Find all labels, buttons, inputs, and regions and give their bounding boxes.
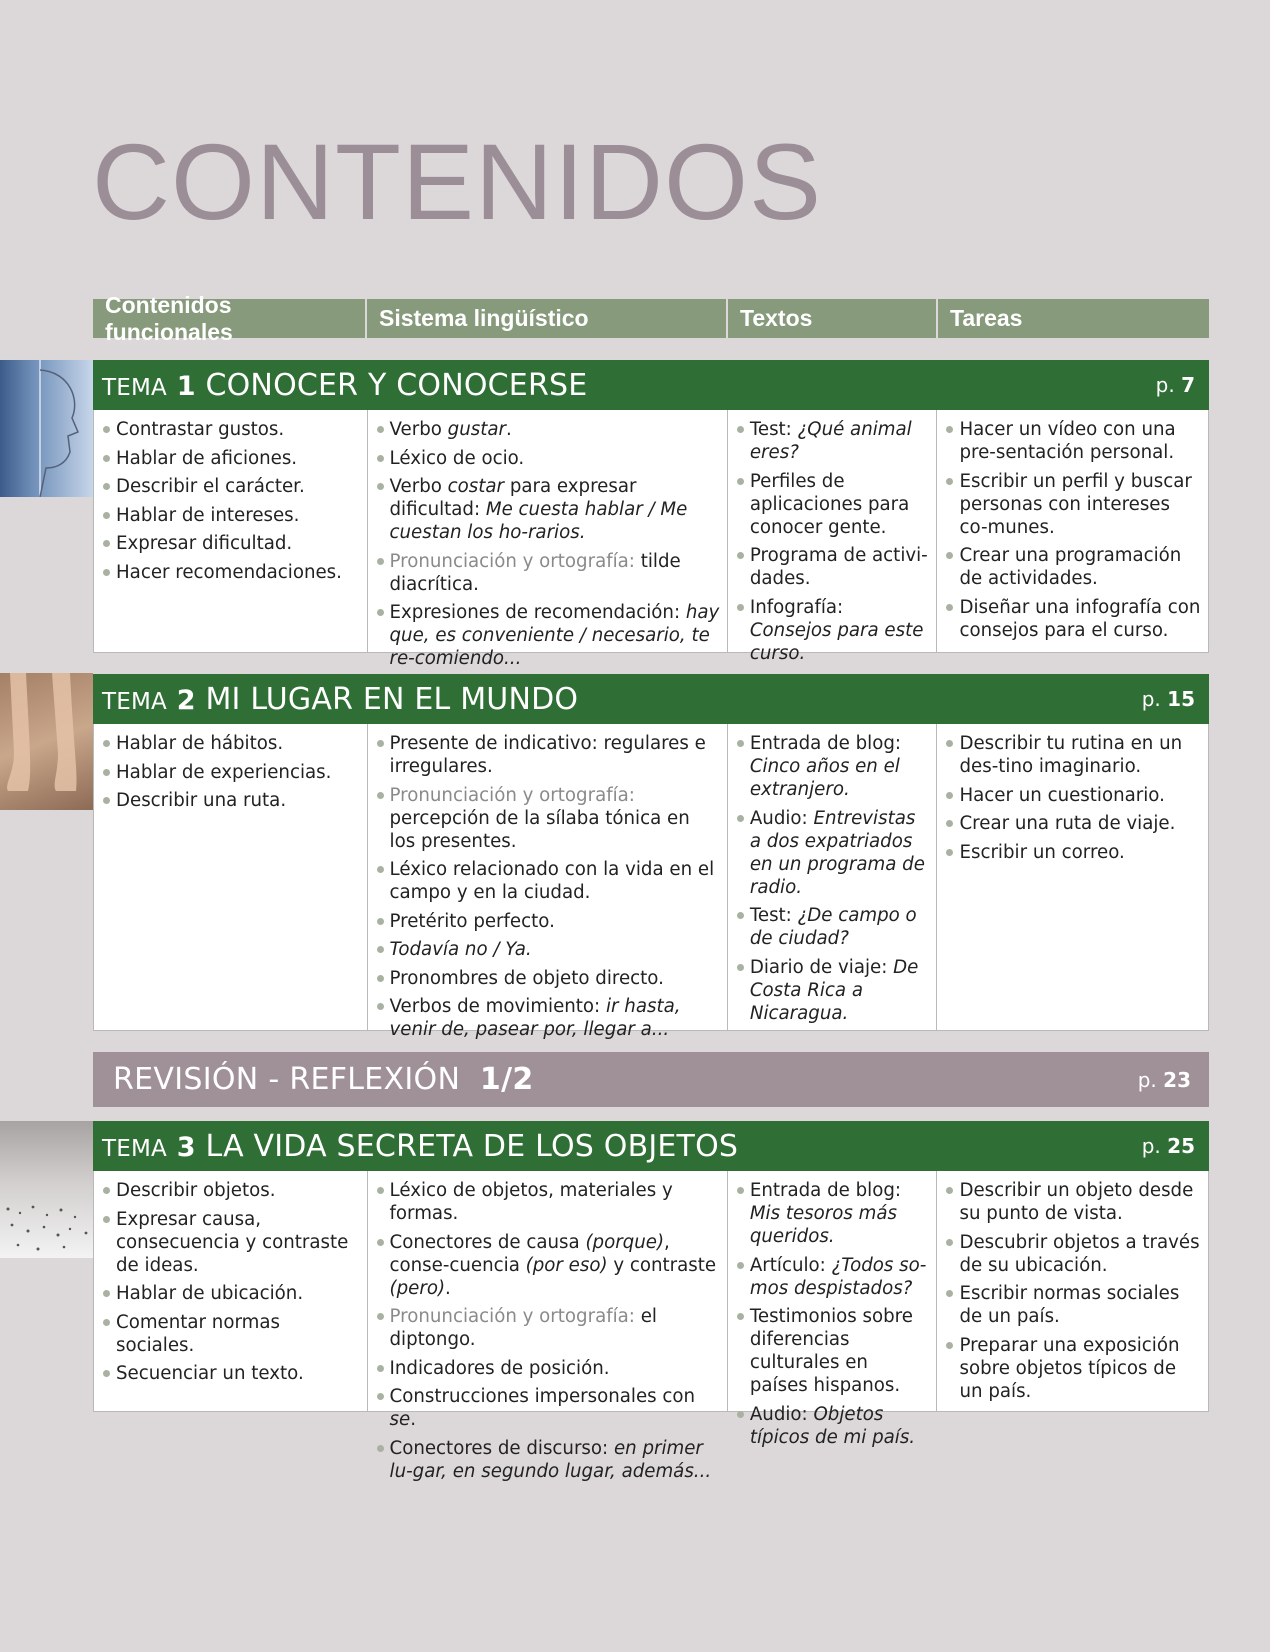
face-profile-icon: [0, 360, 93, 497]
tema-2: [93, 674, 1209, 1040]
list-item: Hablar de hábitos.: [100, 732, 361, 755]
tema-1-thumbnail: [0, 360, 93, 497]
tema-name: LA VIDA SECRETA DE LOS OBJETOS: [205, 1128, 739, 1164]
tema-1-grid: [93, 410, 1209, 669]
scattered-objects-icon: [0, 1121, 93, 1258]
list-item: Contrastar gustos.: [100, 418, 361, 441]
list-item: Escribir un perfil y buscar personas con intereses co-munes.: [943, 470, 1202, 539]
tema-2-title: [102, 682, 578, 717]
tema-1-linguistico: [368, 410, 728, 669]
tema-3: [93, 1121, 1209, 1482]
tema-1-page: [1156, 373, 1195, 397]
tema-3-grid: [93, 1171, 1209, 1482]
tema-1-textos: [728, 410, 938, 664]
list-item: Conectores de discurso: en primer lu-gar, en segundo lugar, además...: [374, 1437, 721, 1483]
list-item: Verbo costar para expresar dificultad: Me cuesta hablar / Me cuestan los ho-rarios.: [374, 475, 721, 544]
page-prefix: p.: [1141, 687, 1161, 711]
tema-name: CONOCER Y CONOCERSE: [205, 367, 588, 403]
tema-name: MI LUGAR EN EL MUNDO: [205, 681, 579, 717]
column-header-row: [93, 291, 1209, 345]
list-item: Verbos de movimiento: ir hasta, venir de, pasear por, llegar a...: [374, 995, 721, 1041]
list-item: Crear una programación de actividades.: [943, 544, 1202, 590]
page-number: 15: [1167, 687, 1195, 711]
column-header-tareas: Tareas: [938, 299, 1209, 338]
tema-3-thumbnail: [0, 1121, 93, 1258]
page-number: 25: [1167, 1134, 1195, 1158]
list-item: Todavía no / Ya.: [374, 938, 721, 961]
tema-2-bar: [93, 674, 1209, 724]
list-item: Indicadores de posición.: [374, 1357, 721, 1380]
tema-prefix: TEMA: [102, 374, 167, 401]
page-number: 23: [1163, 1067, 1191, 1092]
tema-2-funcionales: [94, 724, 368, 1030]
list-item: Describir un objeto desde su punto de vista.: [943, 1179, 1202, 1225]
tema-prefix: TEMA: [102, 688, 167, 715]
tema-3-tareas: [937, 1171, 1208, 1411]
list-item: Entrada de blog: Cinco años en el extranjero.: [734, 732, 931, 801]
tema-3-funcionales: [94, 1171, 368, 1411]
tema-3-linguistico: [368, 1171, 728, 1482]
column-header-textos: Textos: [728, 299, 938, 338]
tema-number: 2: [176, 684, 196, 716]
list-item: Programa de activi-dades.: [734, 544, 931, 590]
revision-title: [113, 1062, 534, 1097]
tema-3-textos: [728, 1171, 938, 1448]
list-item: Secuenciar un texto.: [100, 1362, 361, 1385]
tema-2-linguistico: [368, 724, 728, 1040]
tema-2-page: [1142, 687, 1195, 711]
list-item: Verbo gustar.: [374, 418, 721, 441]
tema-3-title: [102, 1129, 738, 1164]
column-header-linguistico: Sistema lingüístico: [367, 299, 728, 338]
list-item: Hablar de ubicación.: [100, 1282, 361, 1305]
list-item: Léxico de ocio.: [374, 447, 721, 470]
list-item: Conectores de causa (porque), conse-cuencia (por eso) y contraste (pero).: [374, 1231, 721, 1300]
revision-bar: [93, 1052, 1209, 1107]
list-item: Expresiones de recomendación: hay que, es conveniente / necesario, te re-comiendo...: [374, 601, 721, 670]
revision-label: REVISIÓN - REFLEXIÓN: [113, 1062, 461, 1097]
tema-1: [93, 360, 1209, 669]
list-item: Comentar normas sociales.: [100, 1311, 361, 1357]
tema-2-thumbnail: [0, 673, 93, 810]
page-prefix: p.: [1137, 1067, 1157, 1092]
tema-prefix: TEMA: [102, 1135, 167, 1162]
list-item: Audio: Entrevistas a dos expatriados en un programa de radio.: [734, 807, 931, 899]
page-prefix: p.: [1141, 1134, 1161, 1158]
list-item: Testimonios sobre diferencias culturales en países hispanos.: [734, 1305, 931, 1397]
page-prefix: p.: [1155, 373, 1175, 397]
list-item: Artículo: ¿Todos so-mos despistados?: [734, 1254, 931, 1300]
list-item: Hacer recomendaciones.: [100, 561, 361, 584]
bare-feet-icon: [0, 673, 93, 810]
tema-3-bar: [93, 1121, 1209, 1171]
list-item: Descubrir objetos a través de su ubicación.: [943, 1231, 1202, 1277]
list-item: Crear una ruta de viaje.: [943, 812, 1202, 835]
list-item: Pronombres de objeto directo.: [374, 967, 721, 990]
list-item: Audio: Objetos típicos de mi país.: [734, 1403, 931, 1449]
list-item: Describir objetos.: [100, 1179, 361, 1202]
list-item: Entrada de blog: Mis tesoros más queridos.: [734, 1179, 931, 1248]
list-item: Hacer un cuestionario.: [943, 784, 1202, 807]
list-item: Diseñar una infografía con consejos para el curso.: [943, 596, 1202, 642]
list-item: Hacer un vídeo con una pre-sentación personal.: [943, 418, 1202, 464]
list-item: Describir tu rutina en un des-tino imaginario.: [943, 732, 1202, 778]
list-item: Expresar dificultad.: [100, 532, 361, 555]
tema-2-tareas: [937, 724, 1208, 1030]
tema-1-bar: [93, 360, 1209, 410]
list-item: Describir una ruta.: [100, 789, 361, 812]
tema-2-textos: [728, 724, 938, 1030]
list-item: Pronunciación y ortografía: el diptongo.: [374, 1305, 721, 1351]
list-item: Escribir normas sociales de un país.: [943, 1282, 1202, 1328]
list-item: Expresar causa, consecuencia y contraste de ideas.: [100, 1208, 361, 1277]
list-item: Construcciones impersonales con se.: [374, 1385, 721, 1431]
list-item: Describir el carácter.: [100, 475, 361, 498]
revision-page: [1138, 1068, 1191, 1092]
tema-1-funcionales: [94, 410, 368, 652]
page-number: 7: [1181, 373, 1195, 397]
list-item: Preparar una exposición sobre objetos típicos de un país.: [943, 1334, 1202, 1403]
list-item: Hablar de aficiones.: [100, 447, 361, 470]
list-item: Test: ¿De campo o de ciudad?: [734, 904, 931, 950]
list-item: Infografía: Consejos para este curso.: [734, 596, 931, 665]
list-item: Léxico de objetos, materiales y formas.: [374, 1179, 721, 1225]
list-item: Pronunciación y ortografía: tilde diacrítica.: [374, 550, 721, 596]
list-item: Escribir un correo.: [943, 841, 1202, 864]
list-item: Hablar de experiencias.: [100, 761, 361, 784]
page-title: CONTENIDOS: [92, 121, 823, 242]
tema-number: 3: [176, 1131, 196, 1163]
list-item: Pretérito perfecto.: [374, 910, 721, 933]
list-item: Hablar de intereses.: [100, 504, 361, 527]
list-item: Diario de viaje: De Costa Rica a Nicaragua.: [734, 956, 931, 1025]
revision-number: 1/2: [479, 1062, 534, 1097]
tema-number: 1: [176, 370, 196, 402]
list-item: Perfiles de aplicaciones para conocer gente.: [734, 470, 931, 539]
column-header-funcionales: Contenidos funcionales: [93, 299, 367, 338]
list-item: Test: ¿Qué animal eres?: [734, 418, 931, 464]
tema-1-title: [102, 368, 587, 403]
tema-1-tareas: [937, 410, 1208, 652]
list-item: Léxico relacionado con la vida en el campo y en la ciudad.: [374, 858, 721, 904]
list-item: Presente de indicativo: regulares e irregulares.: [374, 732, 721, 778]
list-item: Pronunciación y ortografía: percepción de la sílaba tónica en los presentes.: [374, 784, 721, 853]
tema-2-grid: [93, 724, 1209, 1040]
tema-3-page: [1142, 1134, 1195, 1158]
